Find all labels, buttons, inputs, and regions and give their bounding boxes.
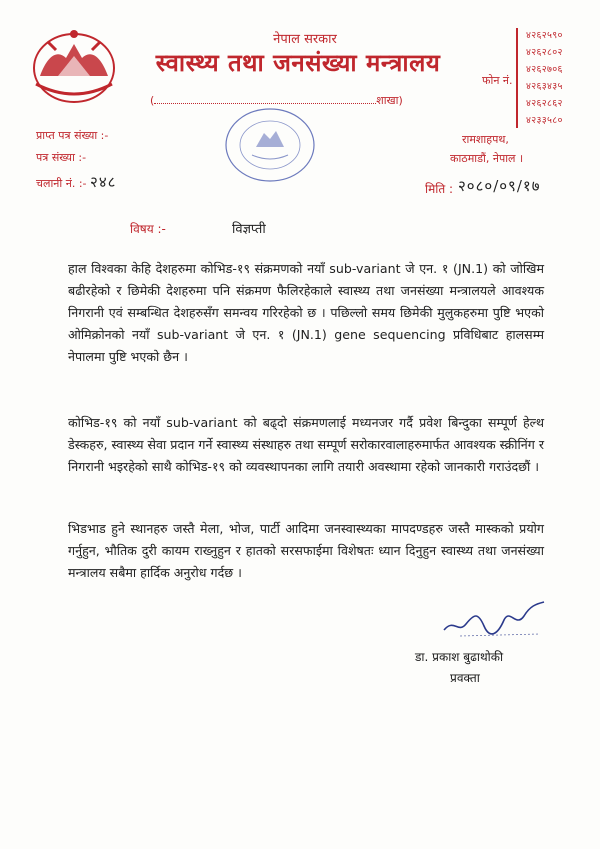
date-label: मिति : — [425, 182, 454, 196]
handwritten-signature-icon — [440, 598, 550, 640]
letter-number-label: पत्र संख्या :- — [36, 151, 87, 164]
body-paragraph-2: कोभिड-१९ को नयाँ sub-variant को बढ्दो संक्रमणलाई मध्यनजर गर्दै प्रवेश बिन्दुका सम्पूर्ण हेल्थ डेस्कहरु, स्वास्थ्य सेवा प्रदान गर्ने स्वास्थ्य संस्थाहरु तथा सम्पूर्ण सरोकारवालाहरुमार्फत आवश्यक स्क्रीनिंग र निगरानी भइरहेको साथै कोभिड-१९ को व्यवस्थापनका लागि तयारी अवस्थामा रहेको जानकारी गराउंदछौं । — [68, 415, 544, 474]
dispatch-number-value: २४८ — [90, 173, 117, 191]
phone-number: ४२३३५८० — [526, 115, 563, 126]
dispatch-number-label — [36, 172, 116, 192]
phone-label: फोन नं. — [482, 74, 513, 87]
body-paragraph-1: हाल विश्वका केहि देशहरुमा कोभिड-१९ संक्रमणको नयाँ sub-variant जे एन. १ (JN.1) को जोखिम बढीरहेको र छिमेकी देशहरुमा पनि संक्रमण फैलिरहेकाले स्वास्थ्य तथा जनसंख्या मन्त्रालयले आवश्यक निगरानी एवं सम्बन्धित देशहरुसँग समन्वय गरिरहेको छ । पछिल्लो समय छिमेकी मुलुकहरुमा पुष्टि भएको ओमिक्रोनको नयाँ sub-variant जे एन. १ (JN.1) gene sequencing प्रविधिबाट हालसम्म नेपालमा पुष्टि भएको छैन । — [68, 261, 544, 364]
branch-suffix: शाखा) — [376, 94, 403, 107]
phone-number: ४२६२५९० — [526, 30, 563, 41]
branch-blank — [154, 94, 376, 104]
nepal-emblem-icon — [28, 24, 120, 106]
subject-label: विषय :- — [130, 222, 166, 236]
signatory-name: डा. प्रकाश बुढाथोकी — [415, 650, 504, 664]
phone-number: ४२६२८०२ — [526, 47, 563, 58]
address-street: रामशाहपथ, — [462, 133, 509, 146]
phone-number: ४२६२८६२ — [526, 98, 563, 109]
address-city: काठमाडौं, नेपाल । — [450, 152, 524, 165]
body-paragraph-3: भिडभाड हुने स्थानहरु जस्तै मेला, भोज, पार्टी आदिमा जनस्वास्थ्यका मापदण्डहरु जस्तै मास्कको प्रयोग गर्नुहुन, भौतिक दुरी कायम राख्नुहुन र हातको सरसफाईमा विशेषतः ध्यान दिनुहुन स्वास्थ्य तथा जनसंख्या मन्त्रालय सबैमा हार्दिक अनुरोध गर्दछ । — [68, 521, 544, 580]
ministry-name: स्वास्थ्य तथा जनसंख्या मन्त्रालय — [155, 49, 441, 77]
branch-prefix: ( — [150, 94, 155, 107]
government-name: नेपाल सरकार — [273, 32, 337, 47]
signatory-title: प्रवक्ता — [450, 671, 480, 685]
phone-number: ४२६२७०६ — [526, 64, 563, 75]
phone-number: ४२६३४३५ — [526, 81, 563, 92]
ministry-seal-icon — [222, 105, 318, 185]
subject-value: विज्ञप्ती — [232, 222, 266, 237]
received-letter-label: प्राप्त पत्र संख्या :- — [36, 129, 109, 142]
phone-list — [516, 28, 588, 128]
dispatch-label: चलानी नं. :- — [36, 177, 87, 190]
date-value: २०८०/०९/१७ — [458, 177, 541, 195]
